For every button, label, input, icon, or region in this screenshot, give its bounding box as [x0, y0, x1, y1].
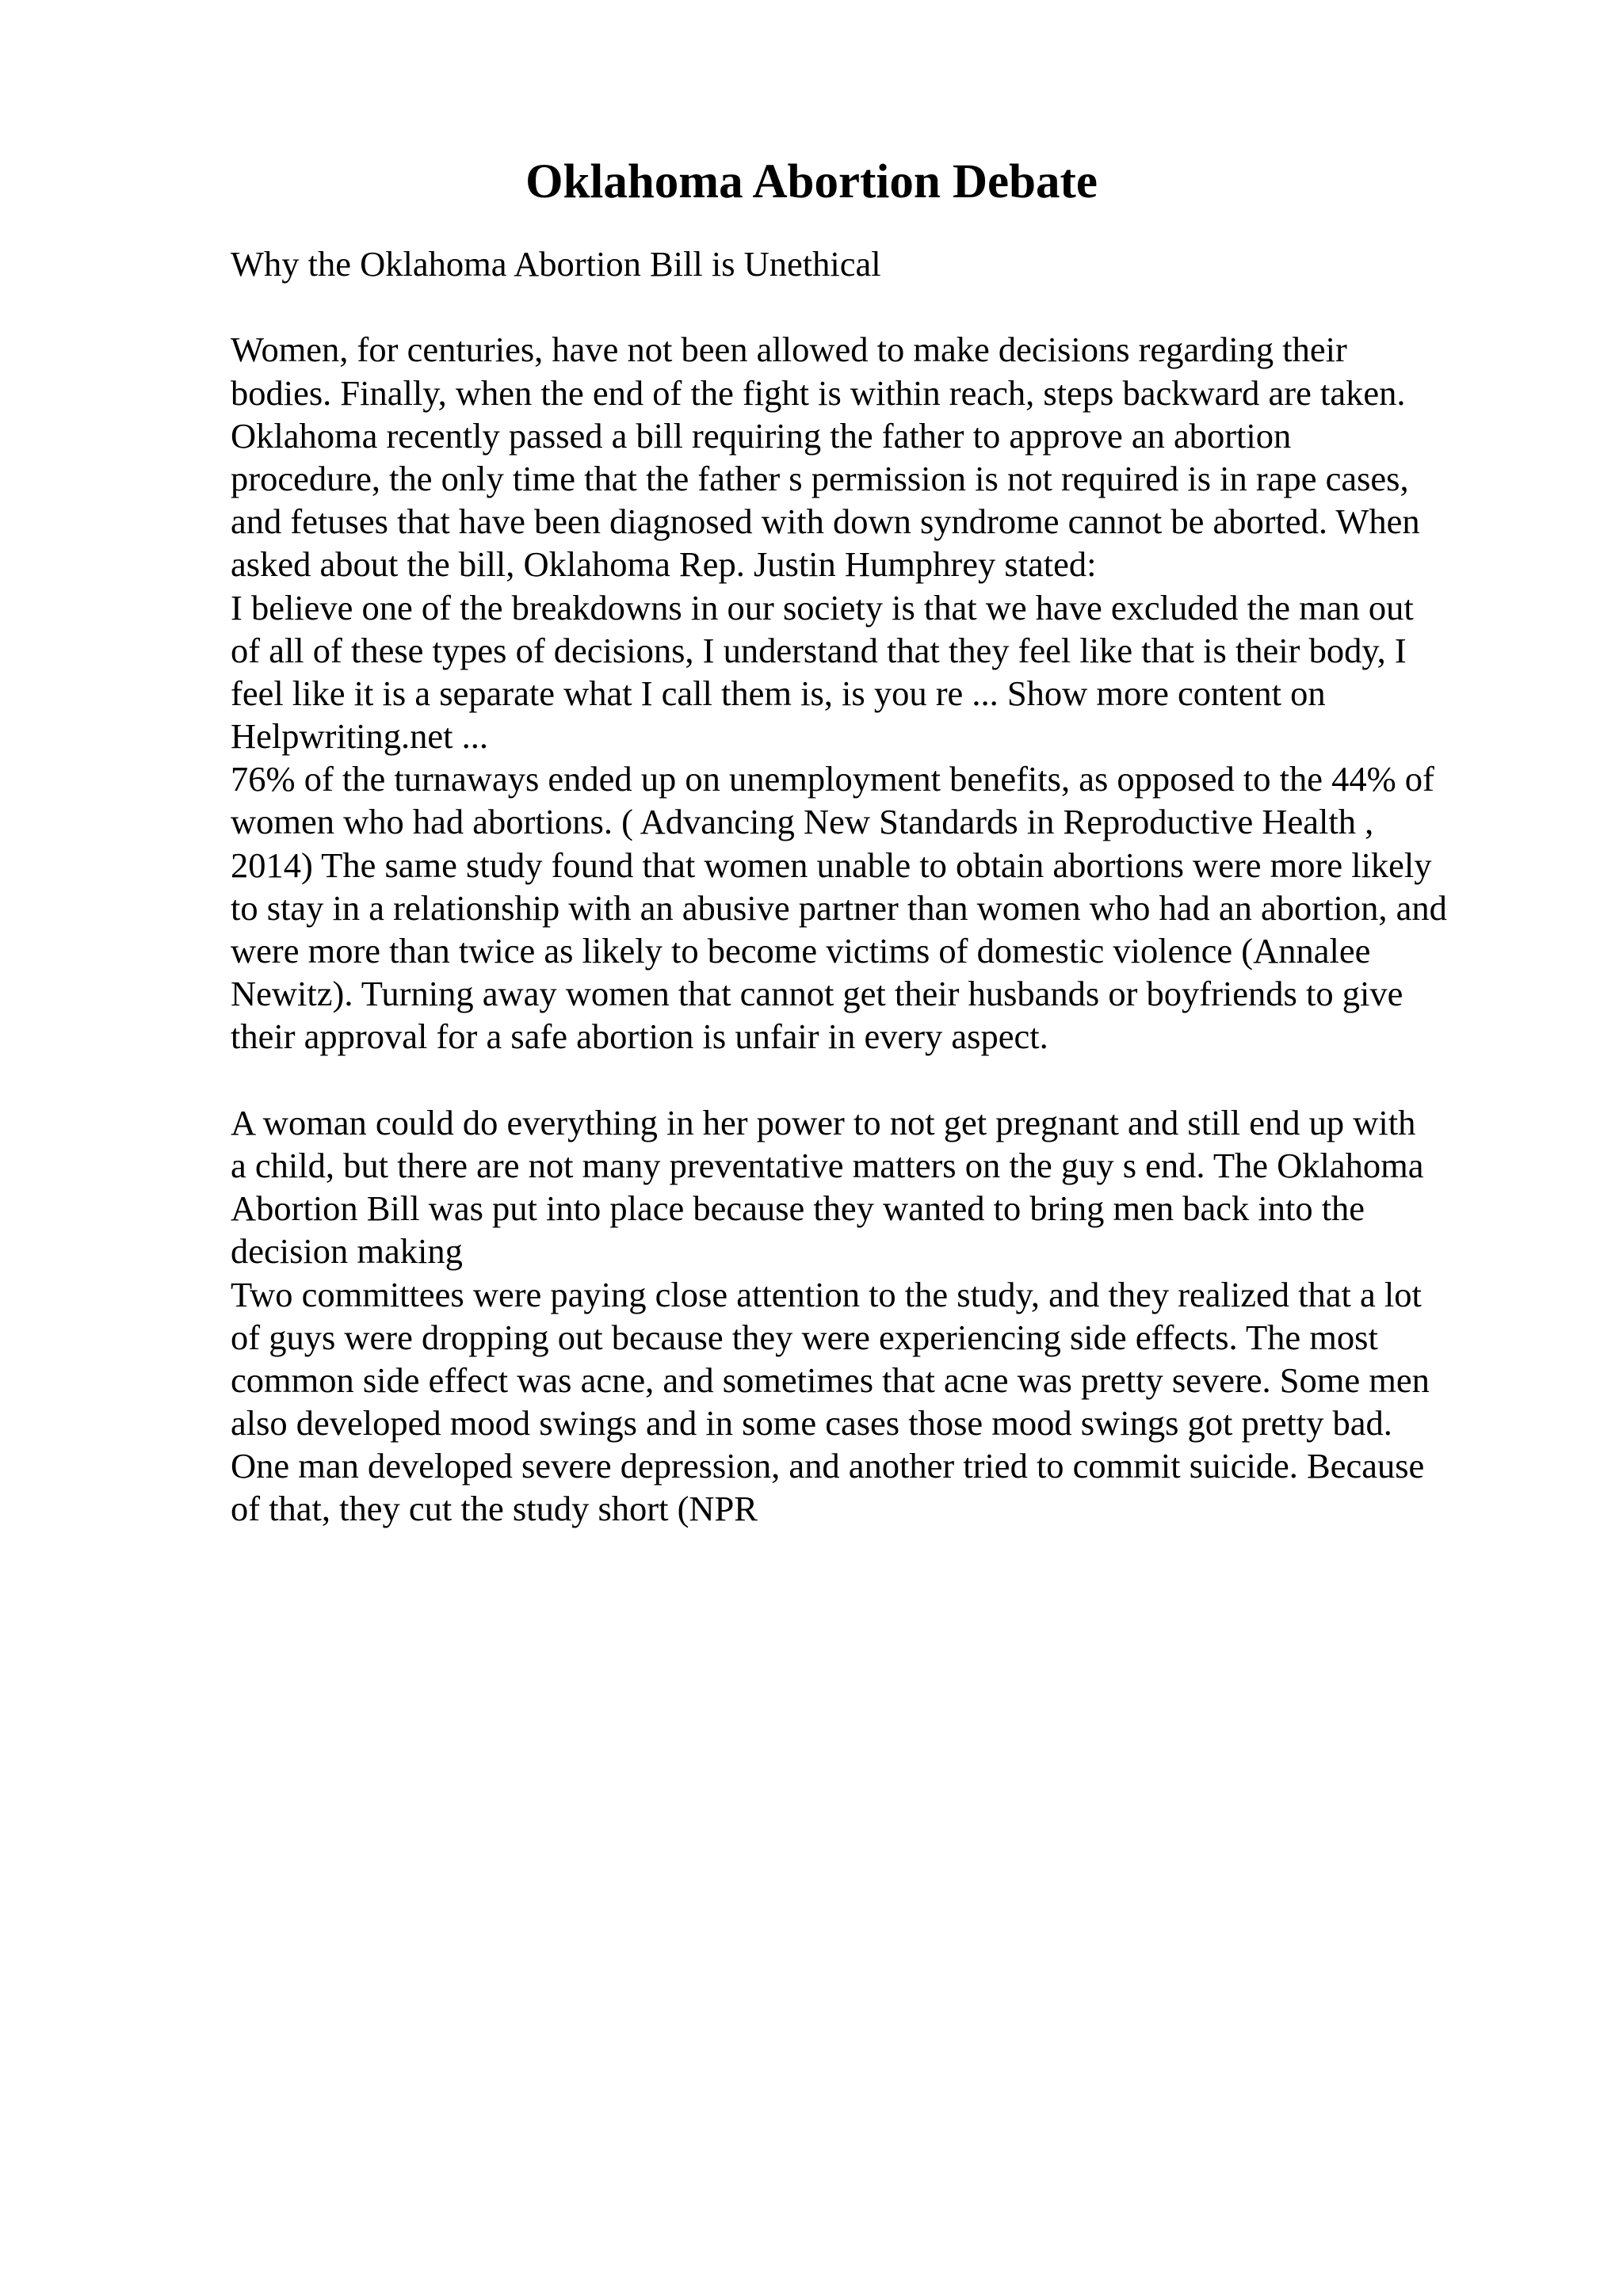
- text-line: bodies. Finally, when the end of the fight is within reach, steps backward are taken.: [231, 372, 1406, 413]
- text-line: 2014) The same study found that women unable to obtain abortions were more likely: [231, 845, 1432, 885]
- text-line: One man developed severe depression, and another tried to commit suicide. Because: [231, 1446, 1425, 1486]
- text-line: Women, for centuries, have not been allowed to make decisions regarding their: [231, 330, 1347, 370]
- document-title: Oklahoma Abortion Debate: [525, 155, 1098, 208]
- text-line: Abortion Bill was put into place because they wanted to bring men back into the: [231, 1188, 1365, 1229]
- text-line: their approval for a safe abortion is unfair in every aspect.: [231, 1016, 1048, 1057]
- text-line: women who had abortions. ( Advancing New Standards in Reproductive Health ,: [231, 802, 1374, 842]
- text-line: to stay in a relationship with an abusive partner than women who had an abortion, and: [231, 887, 1447, 928]
- text-line: procedure, the only time that the father s permission is not required is in rape cases,: [231, 458, 1409, 498]
- text-line: of that, they cut the study short (NPR: [231, 1489, 758, 1529]
- text-line: I believe one of the breakdowns in our society is that we have excluded the man out: [231, 587, 1414, 627]
- text-line: of guys were dropping out because they were experiencing side effects. The most: [231, 1317, 1378, 1357]
- text-line: 76% of the turnaways ended up on unemployment benefits, as opposed to the 44% of: [231, 759, 1434, 799]
- text-line: feel like it is a separate what I call them is, is you re ... Show more content on: [231, 673, 1326, 713]
- text-line: and fetuses that have been diagnosed with down syndrome cannot be aborted. When: [231, 502, 1420, 542]
- text-line: were more than twice as likely to become victims of domestic violence (Annalee: [231, 931, 1371, 971]
- text-line: common side effect was acne, and sometimes that acne was pretty severe. Some men: [231, 1360, 1430, 1400]
- blank-line: [231, 1058, 1514, 1101]
- text-line: also developed mood swings and in some cases those mood swings got pretty bad.: [231, 1403, 1392, 1444]
- text-line: Newitz). Turning away women that cannot get their husbands or boyfriends to give: [231, 974, 1403, 1014]
- subtitle-line: Why the Oklahoma Abortion Bill is Unethical: [231, 244, 881, 284]
- text-line: Oklahoma recently passed a bill requiring the father to approve an abortion: [231, 415, 1292, 456]
- text-line: Helpwriting.net ...: [231, 716, 489, 757]
- text-line: decision making: [231, 1231, 463, 1272]
- text-line: Two committees were paying close attention to the study, and they realized that a lot: [231, 1274, 1422, 1314]
- text-line: A woman could do everything in her power to not get pregnant and still end up with: [231, 1102, 1416, 1142]
- blank-line: [231, 285, 1514, 328]
- text-line: of all of these types of decisions, I understand that they feel like that is their body, I: [231, 630, 1407, 670]
- text-line: a child, but there are not many preventative matters on the guy s end. The Oklahoma: [231, 1145, 1424, 1185]
- text-line: asked about the bill, Oklahoma Rep. Justin Humphrey stated:: [231, 544, 1097, 585]
- document-body: [231, 242, 1514, 1531]
